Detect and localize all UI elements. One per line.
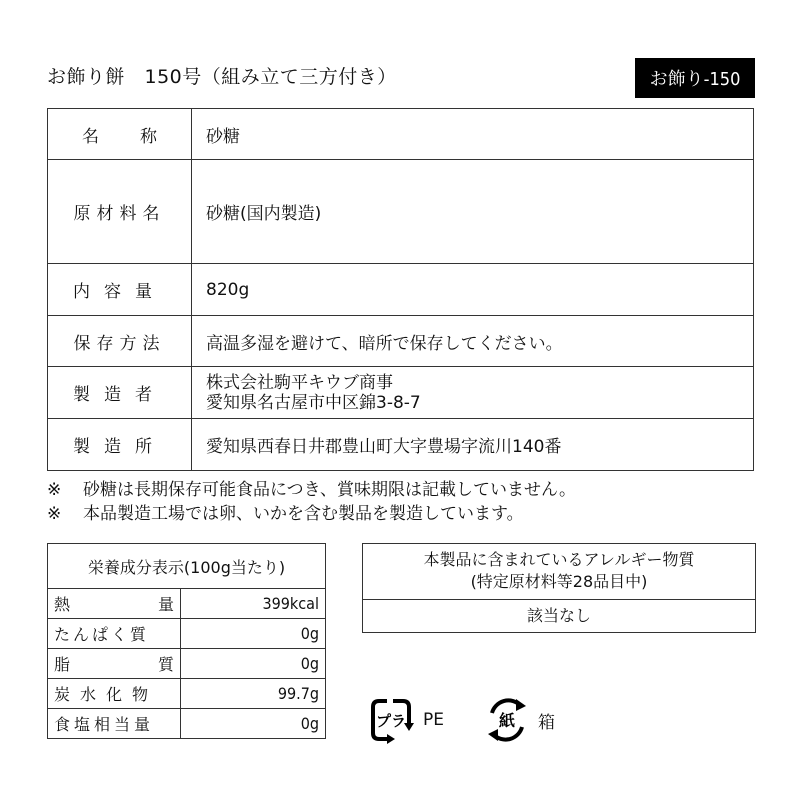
info-row-storage — [48, 316, 754, 367]
nutrition-value: 399kcal — [181, 589, 326, 619]
info-row-manufacturer — [48, 367, 754, 419]
product-code-badge: お飾り-150 — [635, 58, 755, 98]
info-row-factory — [48, 419, 754, 471]
nutrition-label: 炭水化物 — [48, 679, 181, 709]
allergen-box — [362, 543, 756, 633]
info-row-content — [48, 264, 754, 316]
nutrition-value: 99.7g — [181, 679, 326, 709]
paper-recycle-icon — [482, 695, 532, 745]
info-row-name — [48, 109, 754, 160]
manufacturer-address: 愛知県名古屋市中区錦3-8-7 — [206, 392, 421, 413]
plastic-symbol-text: プラ — [375, 712, 407, 730]
allergen-header — [363, 544, 755, 600]
nutrition-label: 食塩相当量 — [48, 709, 181, 739]
notes — [47, 478, 576, 526]
plastic-recycle-mark — [365, 695, 444, 745]
info-value: 高温多湿を避けて、暗所で保存してください。 — [192, 316, 754, 367]
note-text: 砂糖は長期保存可能食品につき、賞味期限は記載していません。 — [83, 480, 576, 500]
info-value: 砂糖(国内製造) — [192, 160, 754, 264]
note-mark: ※ — [47, 504, 62, 524]
allergen-value: 該当なし — [526, 606, 591, 625]
info-label: 内容量 — [48, 264, 192, 316]
info-value: 砂糖 — [192, 109, 754, 160]
nutrition-value: 0g — [181, 619, 326, 649]
nutrition-value: 0g — [181, 709, 326, 739]
info-value — [192, 367, 754, 419]
info-label: 原材料名 — [48, 160, 192, 264]
note-mark: ※ — [47, 480, 62, 500]
product-info-table — [47, 108, 754, 471]
nutrition-row — [48, 649, 326, 679]
plastic-recycle-icon — [365, 695, 415, 745]
info-value: 820g — [192, 264, 754, 316]
info-label: 保存方法 — [48, 316, 192, 367]
plastic-material-label: PE — [423, 710, 444, 730]
nutrition-label-text: 熱 量 — [54, 595, 174, 614]
nutrition-label — [48, 649, 181, 679]
nutrition-label-text: 脂 質 — [54, 655, 174, 674]
paper-material-label: 箱 — [538, 712, 555, 733]
paper-recycle-mark — [482, 695, 555, 745]
note-item — [47, 478, 576, 502]
info-label: 名 称 — [48, 109, 192, 160]
allergen-header-line1: 本製品に含まれているアレルギー物質 — [423, 550, 695, 569]
nutrition-row — [48, 589, 326, 619]
allergen-header-line2: (特定原材料等28品目中) — [470, 572, 648, 591]
note-item — [47, 502, 576, 526]
paper-symbol-text: 紙 — [498, 711, 516, 730]
nutrition-row — [48, 709, 326, 739]
product-title: お飾り餅 150号（組み立て三方付き） — [47, 66, 397, 88]
info-label: 製造所 — [48, 419, 192, 471]
nutrition-label: たんぱく質 — [48, 619, 181, 649]
nutrition-row — [48, 679, 326, 709]
manufacturer-name: 株式会社駒平キウブ商事 — [206, 372, 393, 393]
nutrition-value: 0g — [181, 649, 326, 679]
nutrition-table — [47, 543, 326, 739]
note-text: 本品製造工場では卵、いかを含む製品を製造しています。 — [83, 504, 524, 524]
info-label: 製造者 — [48, 367, 192, 419]
nutrition-label — [48, 589, 181, 619]
info-value: 愛知県西春日井郡豊山町大字豊場字流川140番 — [192, 419, 754, 471]
info-row-ingredients — [48, 160, 754, 264]
nutrition-header: 栄養成分表示(100g当たり) — [48, 544, 326, 589]
nutrition-row — [48, 619, 326, 649]
